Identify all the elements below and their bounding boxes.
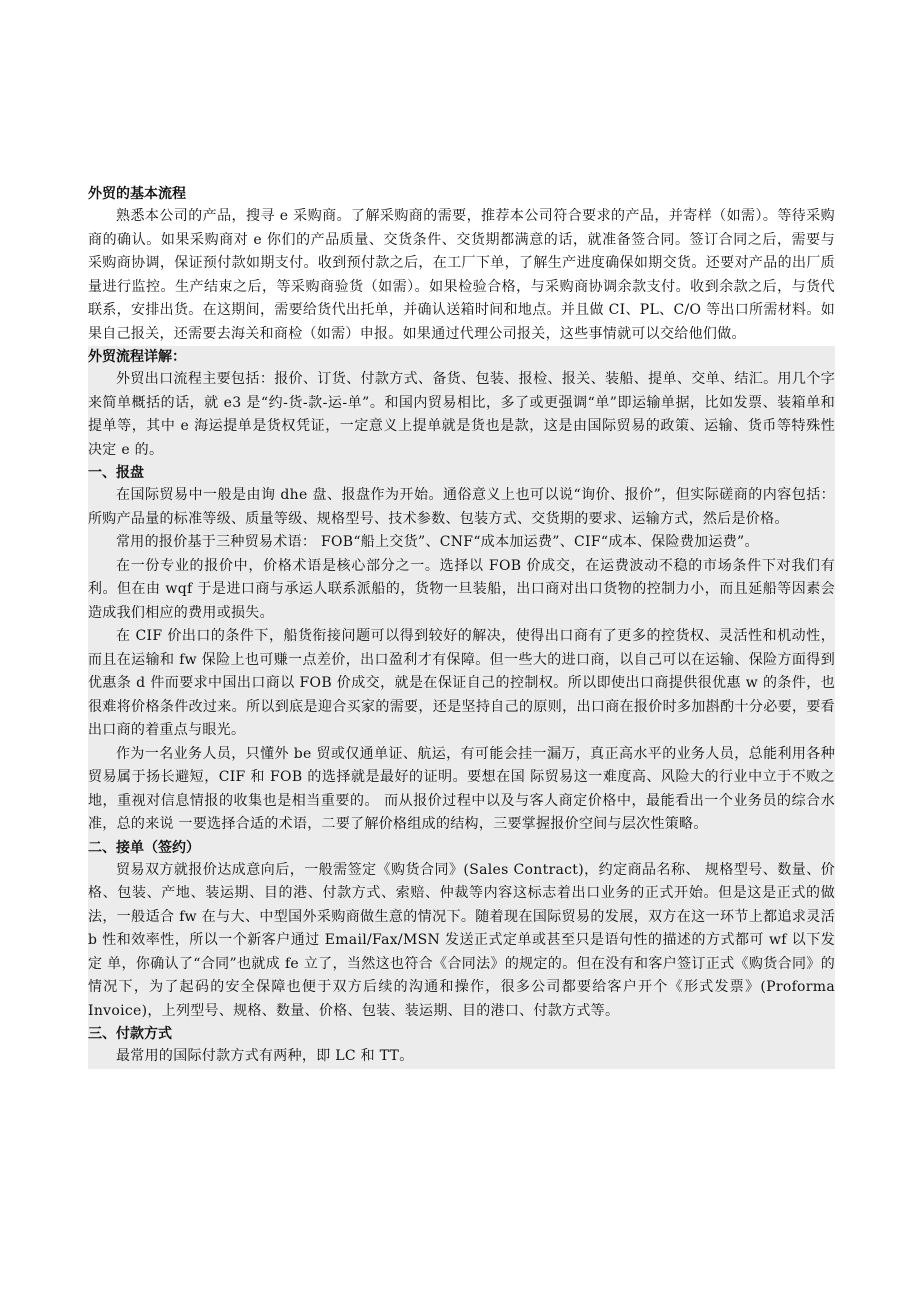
detail-section	[88, 346, 835, 1069]
section-1-paragraph-3: 在一份专业的报价中，价格术语是核心部分之一。选择以 FOB 价成交，在运费波动不稳的市场条件下对我们有利。但在由 wqf 于是进口商与承运人联系派船的，货物一旦装船，出口商对出口货物的控制力小，而且延船等因素会造成我们相应的费用或损失。	[88, 557, 835, 621]
section-1-paragraph-2: 常用的报价基于三种贸易术语： FOB“船上交货”、CNF“成本加运费”、CIF“成本、保险费加运费”。	[116, 534, 759, 550]
section-2-heading: 二、接单（签约）	[88, 839, 200, 856]
document-title: 外贸的基本流程	[88, 186, 186, 202]
section-3-heading: 三、付款方式	[88, 1026, 172, 1042]
section-2-paragraph-1: 贸易双方就报价达成意向后，一般需签定《购货合同》(Sales Contract)，约定商品名称、 规格型号、数量、价格、包装、产地、装运期、目的港、付款方式、索赔、仲裁等内容这标志着出口业务的正式开始。但是这是正式的做法，一般适合 fw 在与大、中型国外采购商做生意的情况下。随着现在国际贸易的发展，双方在这一环节上都追求灵活 b 性和效率性，所以一个新客户通过 Email/Fax/MSN 发送正式定单或甚至只是语句性的描述的方式都可 wf 以下发定 单，你确认了“合同”也就成 fe 立了，当然这也符合《合同法》的规定的。但在没有和客户签订正式《购货合同》的情况下，为了起码的安全保障也便于双方后续的沟通和操作，很多公司都要给客户开个《形式发票》(Proforma Invoice)，上列型号、规格、数量、价格、包装、装运期、目的港口、付款方式等。	[88, 861, 835, 1019]
detail-heading: 外贸流程详解：	[88, 349, 186, 365]
detail-paragraph: 外贸出口流程主要包括：报价、订货、付款方式、备货、包装、报检、报关、装船、提单、交单、结汇。用几个字来简单概括的话，就 e3 是“约-货-款-运-单”。和国内贸易相比，多了或更强调“单”即运输单据，比如发票、装箱单和提单等，其中 e 海运提单是货权凭证，一定意义上提单就是货也是款，这是由国际贸易的政策、运输、货币等特殊性决定 e 的。	[88, 371, 835, 458]
section-1-paragraph-1: 在国际贸易中一般是由询 dhe 盘、报盘作为开始。通俗意义上也可以说“询价、报价”，但实际磋商的内容包括：所购产品量的标准等级、质量等级、规格型号、技术参数、包装方式、交货期的要求、运输方式，然后是价格。	[88, 487, 835, 527]
section-1-paragraph-5: 作为一名业务人员，只懂外 be 贸或仅通单证、航运，有可能会挂一漏万，真正高水平的业务人员，总能利用各种贸易属于扬长避短，CIF 和 FOB 的选择就是最好的证明。要想在国 际贸易这一难度高、风险大的行业中立于不败之地，重视对信息情报的收集也是相当重要的。 而从报价过程中以及与客人商定价格中，最能看出一个业务员的综合水准，总的来说 一要选择合适的术语，二要了解价格组成的结构，三要掌握报价空间与层次性策略。	[88, 745, 835, 832]
document-page	[88, 183, 835, 1069]
section-1-heading: 一、报盘	[88, 465, 144, 481]
intro-paragraph: 熟悉本公司的产品，搜寻 e 采购商。了解采购商的需要，推荐本公司符合要求的产品，并寄样（如需）。等待采购商的确认。如果采购商对 e 你们的产品质量、交货条件、交货期都满意的话，就准备签合同。签订合同之后，需要与采购商协调，保证预付款如期支付。收到预付款之后，在工厂下单，了解生产进度确保如期交货。还要对产品的出厂质量进行监控。生产结束之后，等采购商验货（如需）。如果检验合格，与采购商协调余款支付。收到余款之后，与货代联系，安排出货。在这期间，需要给货代出托单，并确认送箱时间和地点。并且做 CI、PL、C/O 等出口所需材料。如果自己报关，还需要去海关和商检（如需）申报。如果通过代理公司报关，这些事情就可以交给他们做。	[88, 208, 835, 342]
section-1-paragraph-4: 在 CIF 价出口的条件下，船货衔接问题可以得到较好的解决，使得出口商有了更多的控货权、灵活性和机动性，而且在运输和 fw 保险上也可赚一点差价，出口盈利才有保障。但一些大的进口商，以自己可以在运输、保险方面得到优惠条 d 件而要求中国出口商以 FOB 价成交，就是在保证自己的控制权。所以即使出口商提供很优惠 w 的条件，也很难将价格条件改过来。所以到底是迎合买家的需要，还是坚持自己的原则，出口商在报价时多加斟酌十分必要，要看出口商的着重点与眼光。	[88, 628, 835, 738]
section-3-paragraph-1: 最常用的国际付款方式有两种，即 LC 和 TT。	[116, 1048, 414, 1064]
